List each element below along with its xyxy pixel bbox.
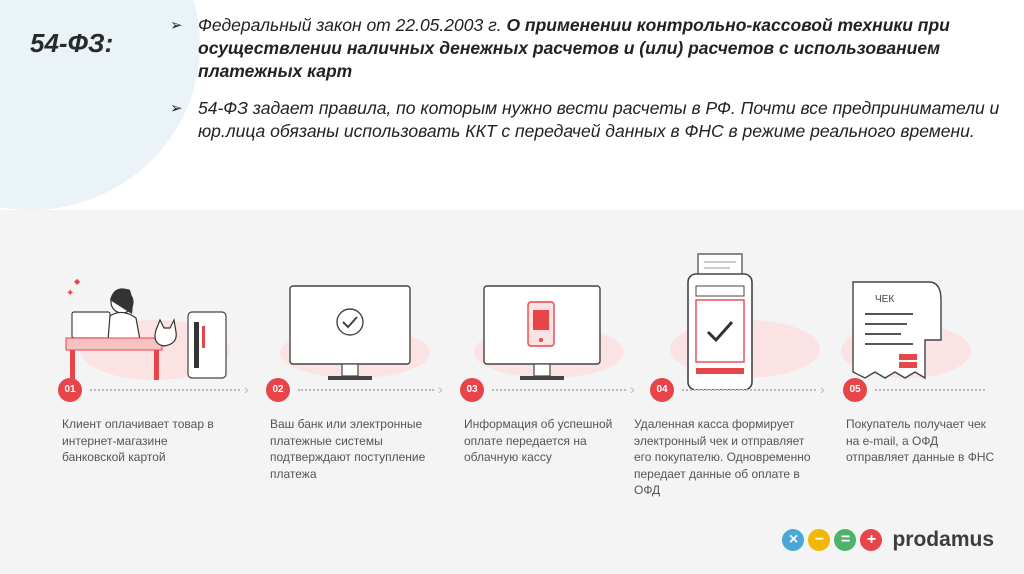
pos-terminal-receipt-icon: [650, 250, 820, 390]
step-number-badge: 02: [266, 378, 290, 402]
bullet-text: 54-ФЗ задает правила, по которым нужно вести расчеты в РФ. Почти все предприниматели и юр.лица обязаны использовать ККТ с передачей данных в ФНС в режиме реального времени.: [198, 98, 1000, 141]
chevron-right-icon: ›: [438, 381, 443, 397]
brand-logo: [782, 524, 994, 556]
step-number-row: [0, 378, 1024, 402]
bullet-text: Федеральный закон от 22.05.2003 г.: [198, 15, 507, 35]
step-number-badge: 01: [58, 378, 82, 402]
step-number-badge: 03: [460, 378, 484, 402]
brand-name: prodamus: [892, 528, 994, 551]
svg-text:✦: ✦: [66, 288, 75, 299]
multiply-icon: ×: [782, 529, 804, 551]
bullet-item: [170, 14, 1010, 83]
chevron-right-icon: ›: [630, 381, 635, 397]
step-number-badge: 04: [650, 378, 674, 402]
slide-title: 54-ФЗ:: [30, 28, 114, 58]
arrow-bullet-icon: ➢: [170, 100, 183, 117]
bullet-list: [170, 14, 1010, 157]
receipt-icon: [835, 250, 1005, 390]
arrow-bullet-icon: ➢: [170, 17, 183, 34]
process-infographic: [0, 210, 1024, 574]
plus-icon: +: [860, 529, 882, 551]
bullet-bold-text: О применении контрольно-кассовой техники при осуществлении наличных денежных расчетов и (или) расчетов с использованием платежных карт: [198, 15, 950, 81]
chevron-right-icon: ›: [244, 381, 249, 397]
bullet-item: [170, 97, 1010, 143]
client-laptop-card-icon: [60, 250, 230, 390]
step-description: Клиент оплачивает товар в интернет-магазине банковской картой: [62, 417, 214, 464]
step-description: Удаленная касса формирует электронный чек и отправляет его покупателю. Одновременно передает данные об оплате в ОФД: [634, 417, 811, 497]
step-description: Покупатель получает чек на e-mail, а ОФД отправляет данные в ФНС: [846, 417, 995, 464]
monitor-check-icon: [268, 250, 438, 390]
receipt-label: ЧЕК: [875, 294, 895, 305]
step-description: Информация об успешной оплате передается на облачную кассу: [464, 417, 613, 464]
step-description: Ваш банк или электронные платежные системы подтверждают поступление платежа: [270, 417, 426, 481]
step-number-badge: 05: [843, 378, 867, 402]
chevron-right-icon: ›: [820, 381, 825, 397]
equals-icon: =: [834, 529, 856, 551]
svg-text:◆: ◆: [74, 277, 81, 286]
monitor-phone-icon: [460, 250, 630, 390]
minus-icon: −: [808, 529, 830, 551]
